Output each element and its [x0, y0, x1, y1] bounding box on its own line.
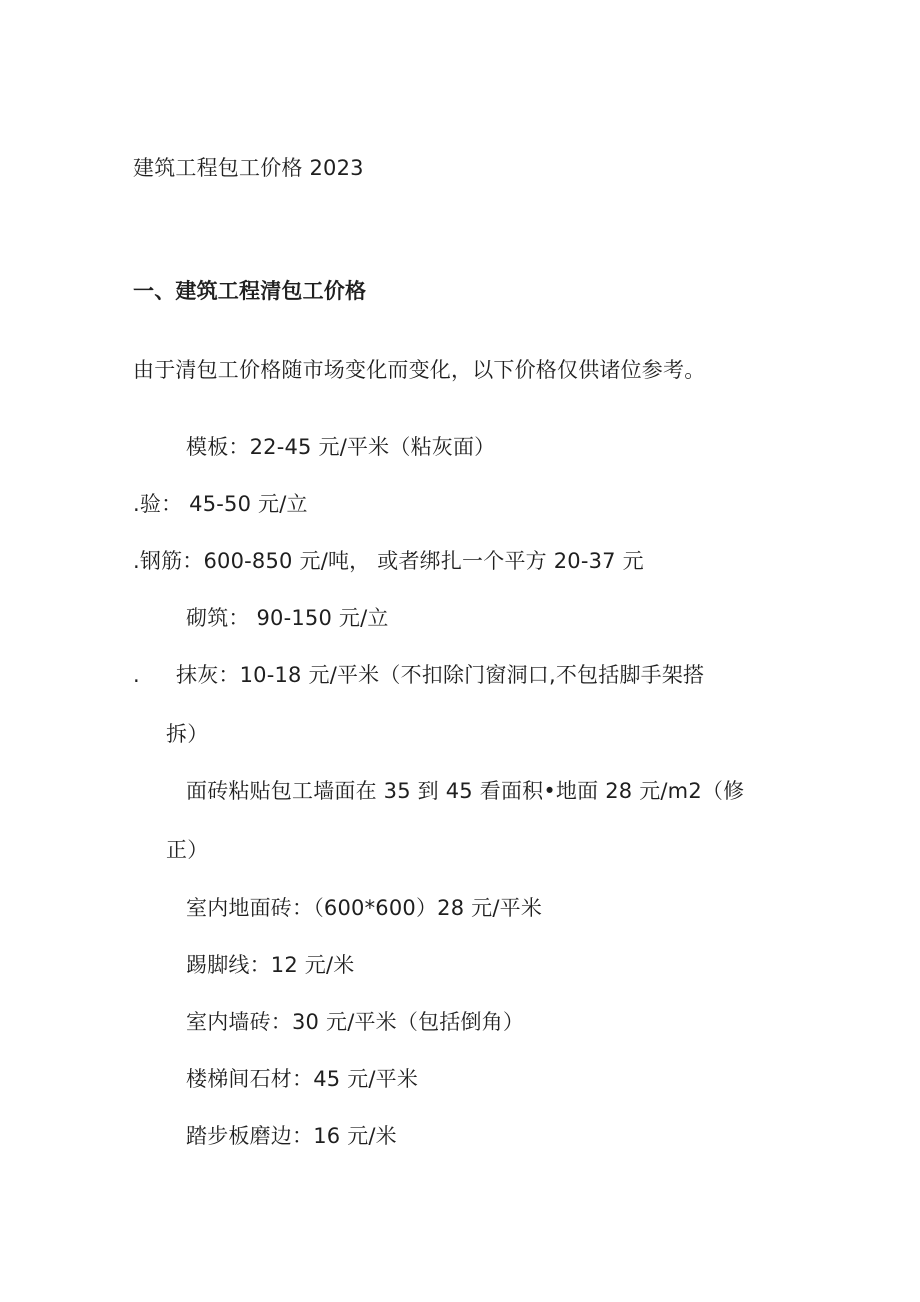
price-item-masonry: 砌筑： 90-150 元/立: [186, 606, 389, 630]
price-item-floor-tile: 室内地面砖：（600*600）28 元/平米: [186, 896, 543, 920]
plaster-bullet: .: [133, 663, 140, 687]
price-item-skirting: 踢脚线：12 元/米: [186, 953, 355, 977]
price-item-plaster: 抹灰：10-18 元/平米（不扣除门窗洞口,不包括脚手架搭: [176, 663, 705, 687]
section-heading: 一、建筑工程清包工价格: [133, 279, 367, 303]
document-title: 建筑工程包工价格 2023: [133, 156, 364, 180]
price-item-template: 模板：22-45 元/平米（粘灰面）: [186, 435, 496, 459]
price-item-wall-tile: 室内墙砖：30 元/平米（包括倒角）: [186, 1010, 525, 1034]
price-item-plaster-continuation: 拆）: [166, 722, 209, 746]
price-item-tile: 面砖粘贴包工墙面在 35 到 45 看面积•地面 28 元/m2（修: [186, 779, 745, 803]
price-item-rebar: .钢筋：600-850 元/吨， 或者绑扎一个平方 20-37 元: [133, 549, 644, 573]
price-item-inspection: .验： 45-50 元/立: [133, 492, 308, 516]
price-item-stair-stone: 楼梯间石材：45 元/平米: [186, 1067, 419, 1091]
intro-paragraph: 由于清包工价格随市场变化而变化，以下价格仅供诸位参考。: [133, 358, 706, 382]
price-item-tile-continuation: 正）: [166, 838, 209, 862]
price-item-step-edge: 踏步板磨边：16 元/米: [186, 1124, 397, 1148]
